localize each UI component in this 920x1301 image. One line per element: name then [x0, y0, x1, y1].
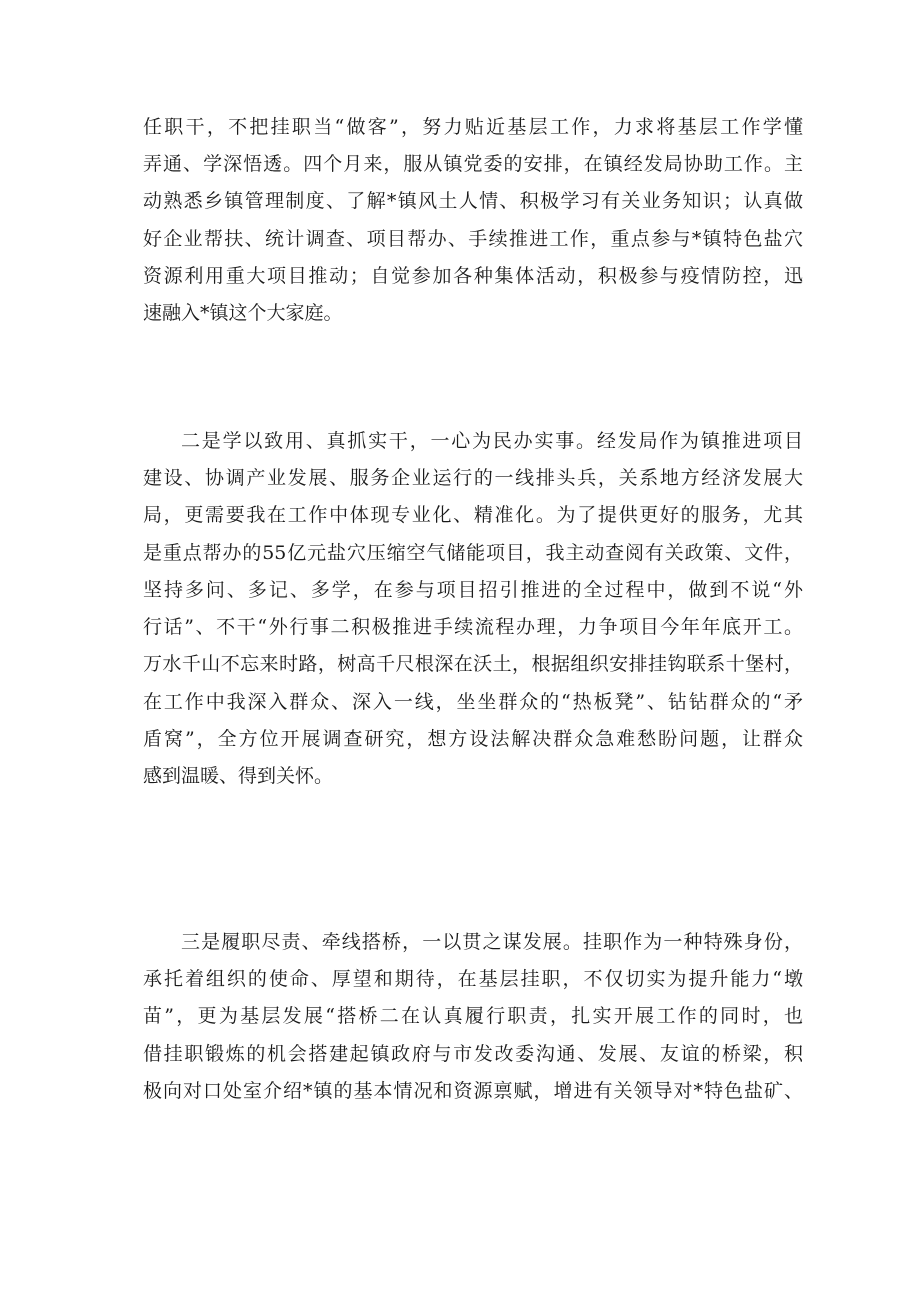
- paragraph-line: 任职干，不把挂职当“做客”，努力贴近基层工作，力求将基层工作学懂: [143, 116, 803, 138]
- paragraph-line: 弄通、学深悟透。四个月来，服从镇党委的安排，在镇经发局协助工作。主: [143, 153, 803, 175]
- paragraph-line: 借挂职锻炼的机会搭建起镇政府与市发改委沟通、发展、友谊的桥梁，积: [143, 1043, 803, 1065]
- paragraph-line: 好企业帮扶、统计调查、项目帮办、手续推进工作，重点参与*镇特色盐穴: [143, 228, 803, 250]
- paragraph-line: 动熟悉乡镇管理制度、了解*镇风土人情、积极学习有关业务知识；认真做: [143, 190, 803, 212]
- paragraph-line: 盾窝”，全方位开展调查研究，想方设法解决群众急难愁盼问题，让群众: [143, 728, 803, 750]
- paragraph-line: 万水千山不忘来时路，树高千尺根深在沃土，根据组织安排挂钩联系十堡村，: [143, 653, 803, 675]
- paragraph-line: 速融入*镇这个大家庭。: [143, 302, 343, 324]
- paragraph-line: 承托着组织的使命、厚望和期待，在基层挂职，不仅切实为提升能力“墩: [143, 968, 803, 990]
- paragraph-line: 苗”，更为基层发展“搭桥二在认真履行职责，扎实开展工作的同时，也: [143, 1005, 803, 1027]
- paragraph-line: 建设、协调产业发展、服务企业运行的一线排头兵，关系地方经济发展大: [143, 467, 803, 489]
- paragraph-line: 行话”、不干“外行事二积极推进手续流程办理，力争项目今年年底开工。: [143, 616, 803, 638]
- paragraph-line: 二是学以致用、真抓实干，一心为民办实事。经发局作为镇推进项目: [181, 430, 803, 452]
- paragraph-line: 极向对口处室介绍*镇的基本情况和资源禀赋，增进有关领导对*特色盐矿、: [143, 1080, 803, 1102]
- paragraph-line: 资源利用重大项目推动；自觉参加各种集体活动，积极参与疫情防控，迅: [143, 265, 803, 287]
- paragraph-line: 在工作中我深入群众、深入一线，坐坐群众的“热板凳”、钻钻群众的“矛: [143, 691, 803, 713]
- paragraph-line: 是重点帮办的55亿元盐穴压缩空气储能项目，我主动查阅有关政策、文件，: [143, 542, 803, 564]
- paragraph-line: 感到温暖、得到关怀。: [143, 765, 334, 787]
- paragraph-line: 局，更需要我在工作中体现专业化、精准化。为了提供更好的服务，尤其: [143, 504, 803, 526]
- paragraph-line: 三是履职尽责、牵线搭桥，一以贯之谋发展。挂职作为一种特殊身份，: [181, 931, 803, 953]
- paragraph-line: 坚持多问、多记、多学，在参与项目招引推进的全过程中，做到不说“外: [143, 579, 803, 601]
